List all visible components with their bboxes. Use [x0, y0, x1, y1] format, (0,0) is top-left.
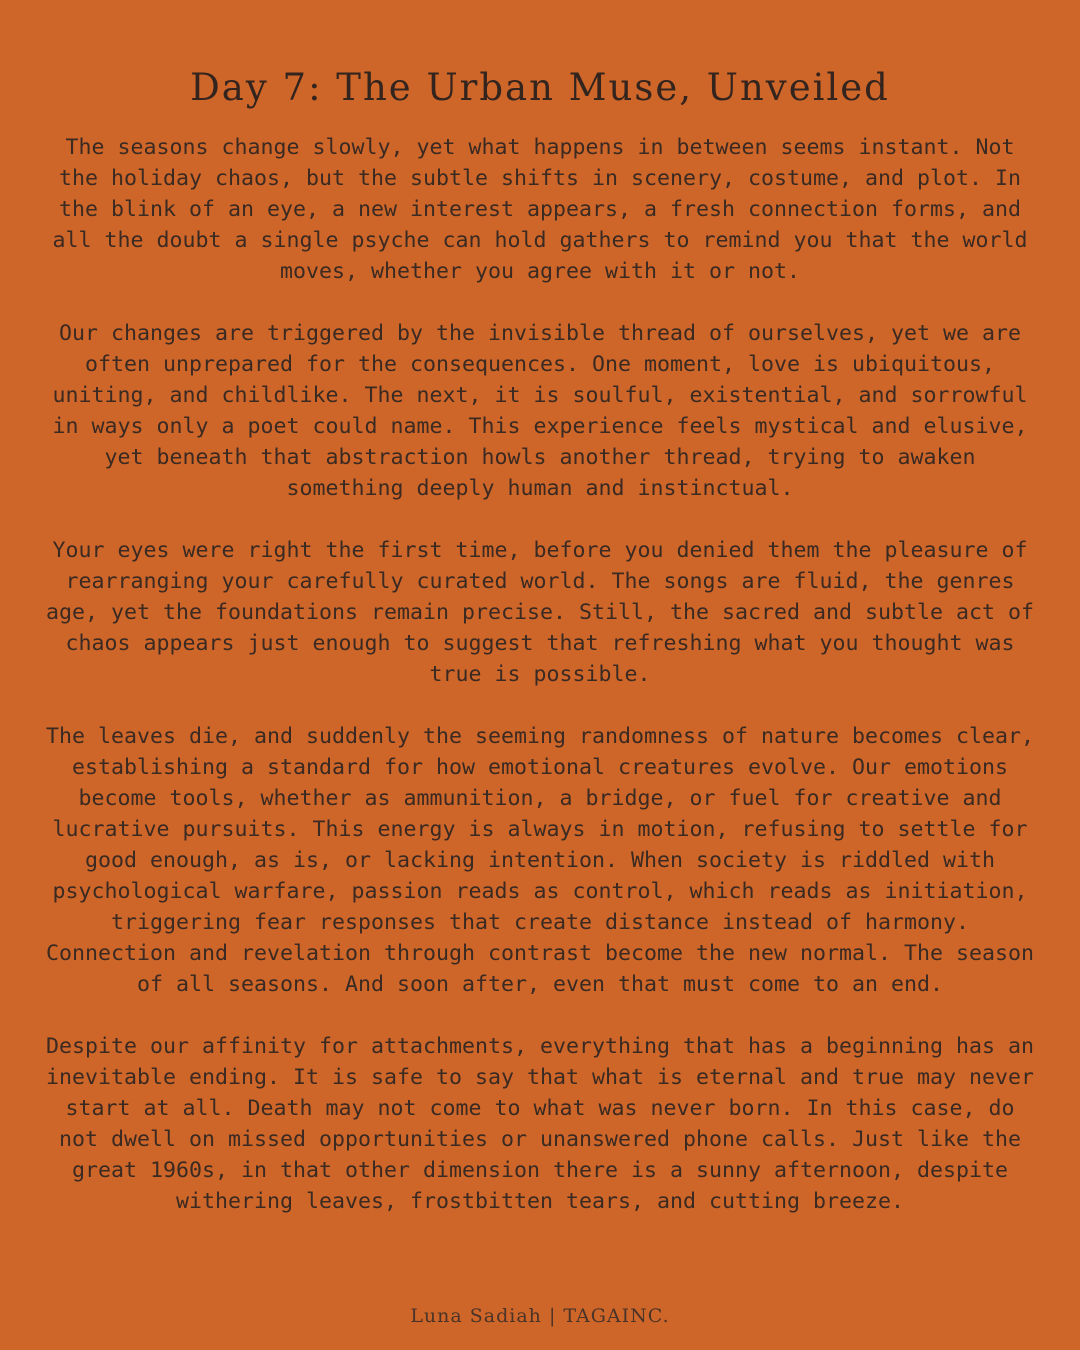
paragraph-4: The leaves die, and suddenly the seeming randomness of nature becomes clear, establishing a standard for how emotional creatures evolve. Our emotions become tools, whether as ammunition, a bridge, or fuel for creative and lucrative pursuits. This energy is always in motion, refusing to settle for good enough, as is, or lacking intention. When society is riddled with psychological warfare, passion reads as control, which reads as initiation, triggering fear responses that create distance instead of harmony. Connection and revelation through contrast become the new normal. The season of all seasons. And soon after, even that must come to an end. — [45, 724, 1035, 997]
paragraph-1: The seasons change slowly, yet what happens in between seems instant. Not the holiday chaos, but the subtle shifts in scenery, costume, and plot. In the blink of an eye, a new interest appears, a fresh connection forms, and all the doubt a single psyche can hold gathers to remind you that the world moves, whether you agree with it or not. — [52, 135, 1028, 284]
body-text — [42, 132, 1038, 1217]
author-credit: Luna Sadiah | TAGAINC. — [410, 1305, 670, 1327]
paragraph-3: Your eyes were right the first time, before you denied them the pleasure of rearranging your carefully curated world. The songs are fluid, the genres age, yet the foundations remain precise. Still, the sacred and subtle act of chaos appears just enough to suggest that refreshing what you thought was true is possible. — [45, 538, 1035, 687]
page-title: Day 7: The Urban Muse, Unveiled — [190, 66, 890, 109]
paragraph-5: Despite our affinity for attachments, everything that has a beginning has an inevitable ending. It is safe to say that what is eternal and true may never start at all. Death may not come to what was never born. In this case, do not dwell on missed opportunities or unanswered phone calls. Just like the great 1960s, in that other dimension there is a sunny afternoon, despite withering leaves, frostbitten tears, and cutting breeze. — [45, 1034, 1035, 1214]
paragraph-2: Our changes are triggered by the invisible thread of ourselves, yet we are often unprepared for the consequences. One moment, love is ubiquitous, uniting, and childlike. The next, it is soulful, existential, and sorrowful in ways only a poet could name. This experience feels mystical and elusive, yet beneath that abstraction howls another thread, trying to awaken something deeply human and instinctual. — [52, 321, 1028, 501]
